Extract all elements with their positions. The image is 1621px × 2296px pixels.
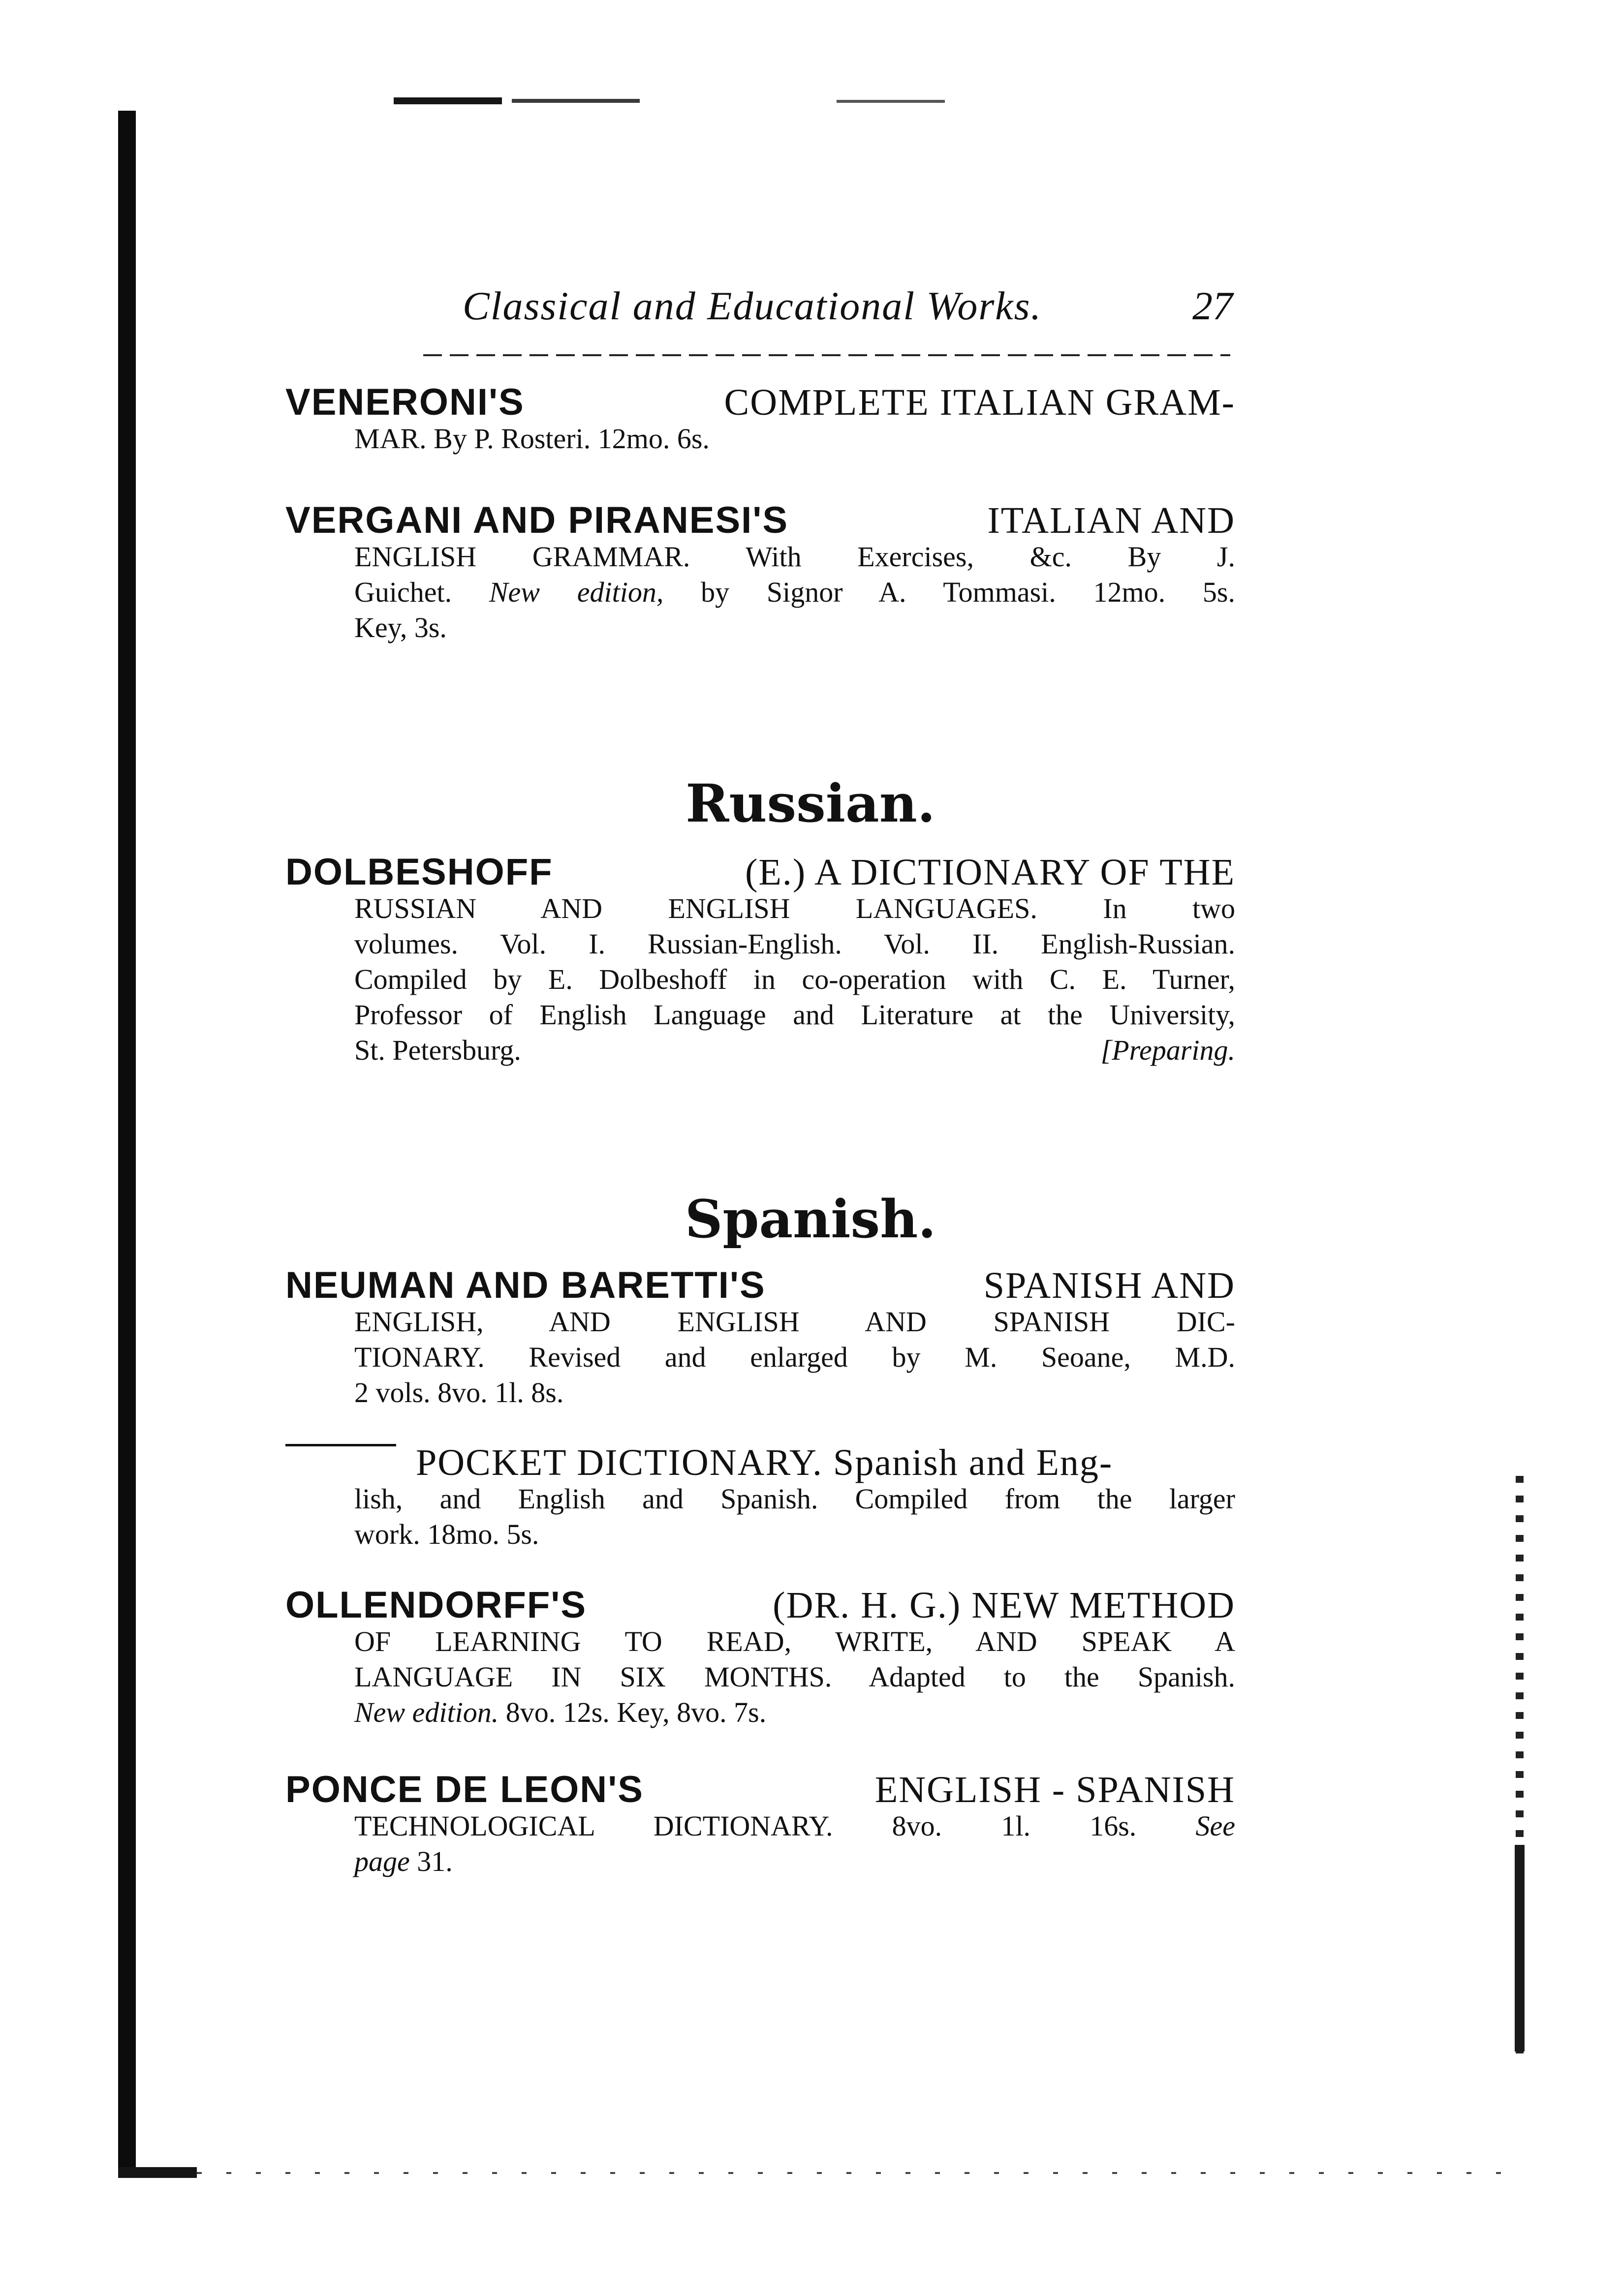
scan-artifact-right-block [1515,1845,1525,2051]
entry-ollendorff [285,1584,1235,1730]
scan-artifact-top [837,100,945,103]
entry-line [354,575,1235,610]
scan-artifact-bottom [197,2172,1526,2174]
entry-body [354,539,1235,645]
entry-italic: See [1195,1810,1235,1842]
scan-artifact-top [394,97,502,104]
entry-italic: New edition. [354,1696,499,1728]
entry-dolbeshoff [285,851,1235,1068]
entry-text: 8vo. 12s. Key, 8vo. 7s. [499,1696,767,1728]
entry-line: LANGUAGE IN SIX MONTHS. Adapted to the Spanish. [354,1661,1235,1693]
binding-edge [118,111,136,2177]
entry-line: lish, and English and Spanish. Compiled from the larger [354,1483,1235,1515]
entry-line [354,1808,1235,1844]
entry-heading [285,1264,1235,1306]
page-number: 27 [1192,283,1233,328]
entry-line: ENGLISH GRAMMAR. With Exercises, &c. By J. [354,541,1235,573]
entry-author: PONCE DE LEON'S [285,1769,644,1810]
entry-title: (E.) A DICTIONARY OF THE [745,852,1235,893]
running-head [463,283,1233,337]
entry-body [354,1304,1235,1410]
entry-italic: page [354,1845,410,1877]
header-rule [423,354,1230,356]
entry-body [354,1808,1235,1879]
entry-line [354,1696,766,1728]
entry-title: ITALIAN AND [987,500,1235,541]
entry-author: NEUMAN AND BARETTI'S [285,1264,766,1306]
entry-ponce-de-leon [285,1771,1235,1879]
section-heading-spanish: Spanish. [685,1188,936,1250]
running-head-title: Classical and Educational Works. [463,283,1042,328]
entry-title: COMPLETE ITALIAN GRAM- [724,382,1235,423]
entry-status: [Preparing. [1100,1034,1235,1066]
entry-heading [285,499,1235,541]
entry-author: VERGANI AND PIRANESI'S [285,499,789,541]
entry-veneroni [285,381,1235,457]
entry-text: TECHNOLOGICAL DICTIONARY. 8vo. 1l. 16s. [354,1810,1196,1842]
entry-line: OF LEARNING TO READ, WRITE, AND SPEAK A [354,1625,1235,1657]
entry-line: ENGLISH, AND ENGLISH AND SPANISH DIC- [354,1306,1235,1338]
entry-title: ENGLISH - SPANISH [874,1769,1235,1810]
entry-author: VENERONI'S [285,381,525,423]
entry-italic: New edition, [489,576,664,608]
entry-text: 31. [409,1845,453,1877]
entry-body [354,421,1235,457]
entry-text: Guichet. [354,576,489,608]
entry-text: by Signor A. Tommasi. 12mo. 5s. [663,576,1235,608]
entry-title: POCKET DICTIONARY. Spanish and Eng- [416,1442,1113,1483]
entry-heading [285,1584,1235,1626]
section-heading-russian: Russian. [686,772,935,834]
entry-line: RUSSIAN AND ENGLISH LANGUAGES. In two [354,892,1235,924]
entry-line: Key, 3s. [354,612,447,643]
entry-body [354,1481,1235,1552]
entry-pocket-dictionary [285,1444,1235,1552]
entry-line: work. 18mo. 5s. [354,1518,539,1550]
entry-heading [285,381,1235,423]
entry-vergani [285,499,1235,645]
entry-text: St. Petersburg. [354,1034,521,1066]
scan-artifact-top [512,99,640,103]
entry-line: TIONARY. Revised and enlarged by M. Seoane, M.D. [354,1341,1235,1373]
entry-line: Professor of English Language and Literature at the University, [354,999,1235,1031]
entry-author: OLLENDORFF'S [285,1584,587,1626]
entry-line: 2 vols. 8vo. 1l. 8s. [354,1377,564,1408]
entry-line [354,1033,1235,1068]
entry-author: DOLBESHOFF [285,851,553,893]
entry-body [354,891,1235,1068]
ditto-dash [285,1444,396,1446]
entry-line [354,1845,453,1877]
entry-heading [285,1444,1235,1481]
binding-edge-foot [118,2167,197,2178]
entry-line: volumes. Vol. I. Russian-English. Vol. II. English-Russian. [354,928,1235,960]
entry-neuman [285,1264,1235,1410]
entry-heading [285,851,1235,893]
entry-title: (DR. H. G.) NEW METHOD [773,1585,1235,1626]
entry-line: MAR. By P. Rosteri. 12mo. 6s. [354,423,710,455]
entry-title: SPANISH AND [983,1265,1235,1306]
entry-body [354,1624,1235,1730]
entry-line: Compiled by E. Dolbeshoff in co-operation with C. E. Turner, [354,963,1235,995]
entry-heading [285,1771,1235,1808]
